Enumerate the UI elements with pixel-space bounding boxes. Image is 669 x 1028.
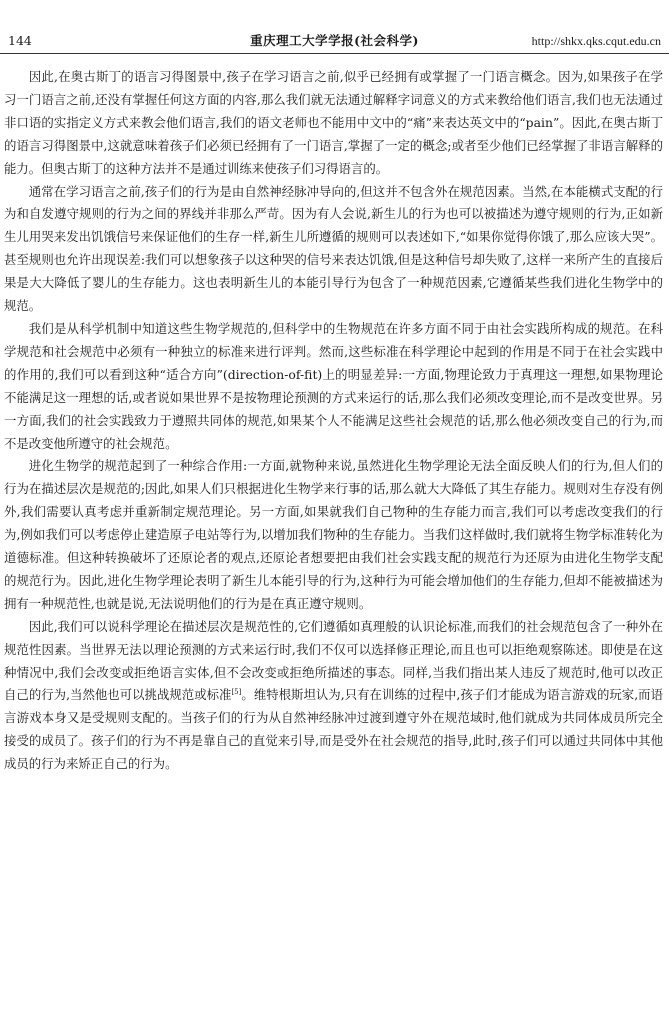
article-body [4, 66, 663, 776]
page-number: 144 [8, 33, 32, 48]
paragraph: 进化生物学的规范起到了一种综合作用:一方面,就物种来说,虽然进化生物学理论无法全面反映人们的行为,但人们的行为在描述层次是规范的;因此,如果人们只根据进化生物学来行事的话,那么就大大降低了其生存能力。规则对生存没有例外,我们需要认真考虑并重新制定规范理论。另一方面,如果就我们自己物种的生存能力而言,我们可以考虑改变我们的行为,例如我们可以考虑停止建造原子电站等行为,以增加我们物种的生存能力。当我们这样做时,我们就将生物学标准转化为道德标准。但这种转换破坏了还原论者的观点,还原论者想要把由我们社会实践支配的规范行为还原为由进化生物学支配的规范行为。因此,进化生物学理论表明了新生儿本能引导的行为,这种行为可能会增加他们的生存能力,但却不能被描述为拥有一种规范性,也就是说,无法说明他们的行为是在真正遵守规则。 [4, 458, 663, 611]
paragraph: 我们是从科学机制中知道这些生物学规范的,但科学中的生物规范在许多方面不同于由社会实践所构成的规范。在科学规范和社会规范中必须有一种独立的标准来进行评判。然而,这些标准在科学理论中起到的作用是不同于在社会实践中的作用的,我们可以看到这种“适合方向”(direction-of-fit)上的明显差异:一方面,物理论致力于真理这一理想,如果物理论不能满足这一理想的话,或者说如果世界不是按物理论预测的方式来运行的话,那么我们必须改变理论,而不是改变世界。另一方面,我们的社会实践致力于遵照共同体的规范,如果某个人不能满足这些社会规范的话,那么他必须改变自己的行为,而不是改变他所遵守的社会规范。 [4, 320, 663, 451]
journal-title: 重庆理工大学学报(社会科学) [250, 33, 419, 48]
paragraph-text-cont: 。维特根斯坦认为,只有在训练的过程中,孩子们才能成为语言游戏的玩家,而语言游戏本身又是受规则支配的。当孩子们的行为从自然神经脉冲过渡到遵守外在规范域时,他们就成为共同体成员所完全接受的成员了。孩子们的行为不再是靠自己的直觉来引导,而是受外在社会规范的指导,此时,孩子们可以通过共同体中其他成员的行为来矫正自己的行为。 [4, 687, 663, 772]
paragraph [4, 616, 663, 776]
journal-url: http://shkx.qks.cqut.edu.cn [531, 34, 661, 48]
paragraph: 通常在学习语言之前,孩子们的行为是由自然神经脉冲导向的,但这并不包含外在规范因素。当然,在本能横式支配的行为和自发遵守规则的行为之间的界线并非那么严苛。因为有人会说,新生儿的行为也可以被描述为遵守规则的行为,正如新生儿用哭来发出饥饿信号来保证他们的生存一样,新生儿所遵循的规则可以表述如下,“如果你觉得你饿了,那么应该大哭”。甚至规则也允许出现误差:我们可以想象孩子以这种哭的信号来表达饥饿,但是这种信号却失败了,这样一来所产生的直接后果是大大降低了婴儿的生存能力。这也表明新生儿的本能引导行为包含了一种规范因素,它遵循某些我们进化生物学中的规范。 [4, 183, 663, 314]
header-rule [0, 53, 669, 54]
footnote-ref[interactable]: [5] [231, 688, 242, 697]
paragraph-text: 因此,我们可以说科学理论在描述层次是规范性的,它们遵循如真理般的认识论标准,而我们的社会规范包含了一种外在规范性因素。当世界无法以理论预测的方式来运行时,我们不仅可以选择修正理论,而且也可以拒绝观察陈述。即使是在这种情况中,我们会改变或拒绝语言实体,但不会改变或拒绝所描述的事态。同样,当我们指出某人违反了规范时,他可以改正自己的行为,当然他也可以挑战规范或标准 [4, 618, 663, 703]
running-header [8, 30, 661, 52]
paragraph: 因此,在奥古斯丁的语言习得图景中,孩子在学习语言之前,似乎已经拥有或掌握了一门语言概念。因为,如果孩子在学习一门语言之前,还没有掌握任何这方面的内容,那么我们就无法通过解释字词意义的方式来教给他们语言,我们也无法通过非口语的实指定义方式来教会他们语言,我们的语文老师也不能用中文中的“痛”来表达英文中的“pain”。因此,在奥古斯丁的语言习得图景中,这就意味着孩子们必须已经拥有了一门语言,掌握了一定的概念;或者至少他们已经掌握了非语言解释的能力。但奥古斯丁的这种方法并不是通过训练来使孩子们习得语言的。 [4, 69, 663, 176]
